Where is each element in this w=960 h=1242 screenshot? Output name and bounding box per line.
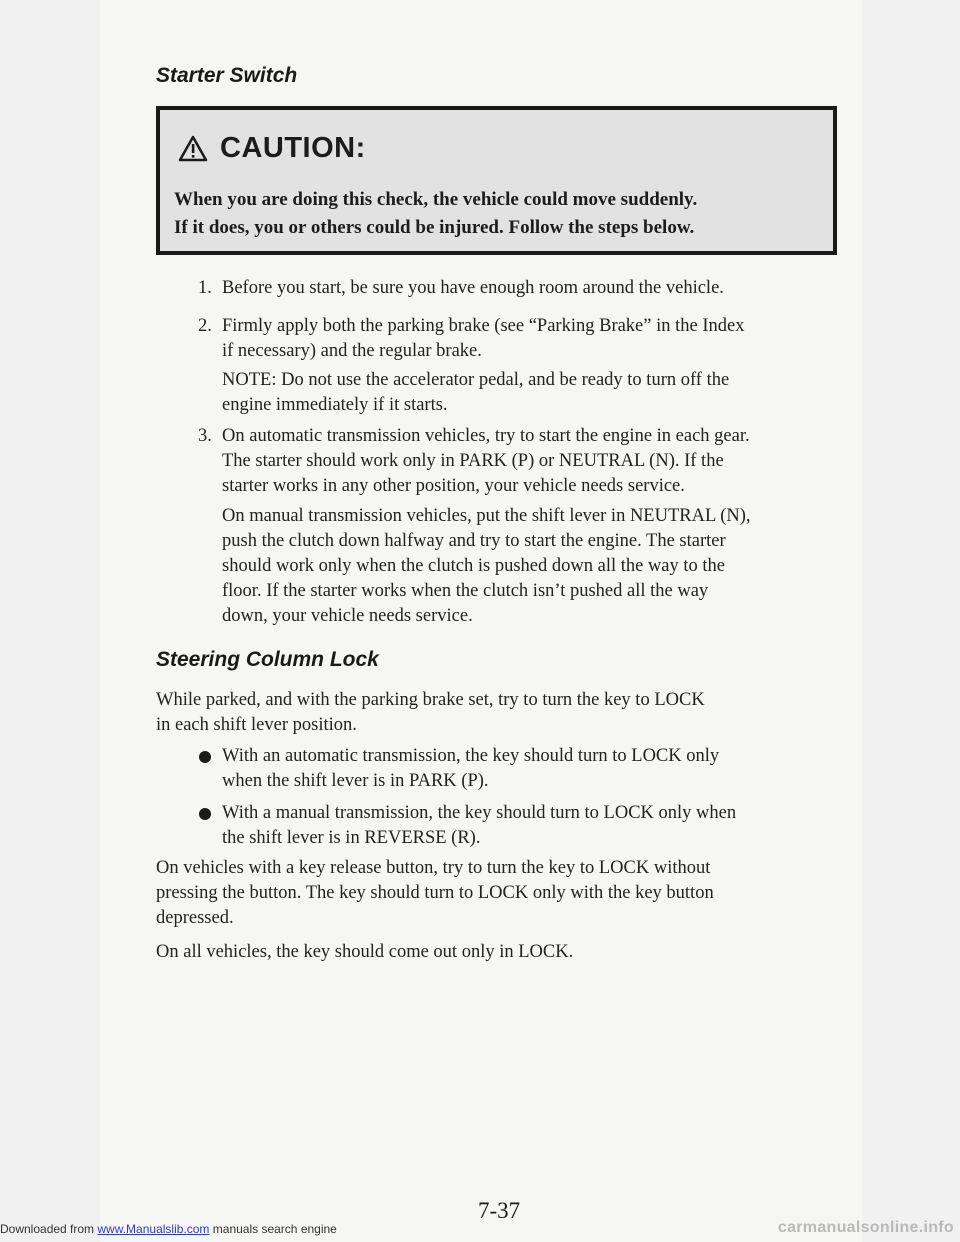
caution-box (156, 106, 837, 255)
key-release-paragraph: On vehicles with a key release button, try to turn the key to LOCK without pressing the button. The key should turn to LOCK only with the key button depressed. (156, 858, 714, 928)
step-3-text: On automatic transmission vehicles, try to start the engine in each gear. The starter should work only in PARK (P) or NEUTRAL (N). If the starter works in any other position, your vehicle needs service. (222, 426, 750, 496)
all-vehicles-paragraph: On all vehicles, the key should come out only in LOCK. (156, 942, 574, 962)
bullet-automatic: With an automatic transmission, the key should turn to LOCK only when the shift lever is in PARK (P). (222, 746, 720, 791)
steering-intro: While parked, and with the parking brake set, try to turn the key to LOCK in each shift lever position. (156, 690, 705, 735)
caution-line-2: If it does, you or others could be injured. Follow the steps below. (174, 217, 695, 238)
page-number: 7-37 (478, 1198, 521, 1223)
caution-line-1: When you are doing this check, the vehicle could move suddenly. (174, 189, 698, 210)
bullet-manual: With a manual transmission, the key should turn to LOCK only when the shift lever is in REVERSE (R). (222, 803, 737, 848)
caution-label: CAUTION: (220, 132, 366, 164)
watermark-text: carmanualsonline.info (777, 1219, 954, 1236)
section-title-steering-column-lock: Steering Column Lock (156, 648, 379, 671)
download-footer: Downloaded from www.Manualslib.com manuals search engine (0, 1222, 337, 1236)
step-2-number: 2. (198, 316, 212, 336)
step-1-text: Before you start, be sure you have enough room around the vehicle. (222, 278, 724, 298)
manual-transmission-text: On manual transmission vehicles, put the shift lever in NEUTRAL (N), push the clutch down halfway and try to start the engine. The starter should work only when the clutch is pushed down all the way to the floor. If the starter works when the clutch isn’t pushed all the way down, your vehicle needs service. (222, 506, 751, 626)
section-title-starter-switch: Starter Switch (156, 64, 298, 87)
bullet-icon (199, 808, 211, 820)
bullet-icon (199, 751, 211, 763)
step-1-number: 1. (198, 278, 212, 298)
warning-triangle-icon (178, 135, 208, 162)
note-text: NOTE: Do not use the accelerator pedal, and be ready to turn off the engine immediately if it starts. (222, 370, 730, 415)
manualslib-link[interactable]: www.Manualslib.com (97, 1222, 210, 1236)
step-3-number: 3. (198, 426, 212, 446)
step-2-text: Firmly apply both the parking brake (see “Parking Brake” in the Index if necessary) and the regular brake. (222, 316, 745, 361)
